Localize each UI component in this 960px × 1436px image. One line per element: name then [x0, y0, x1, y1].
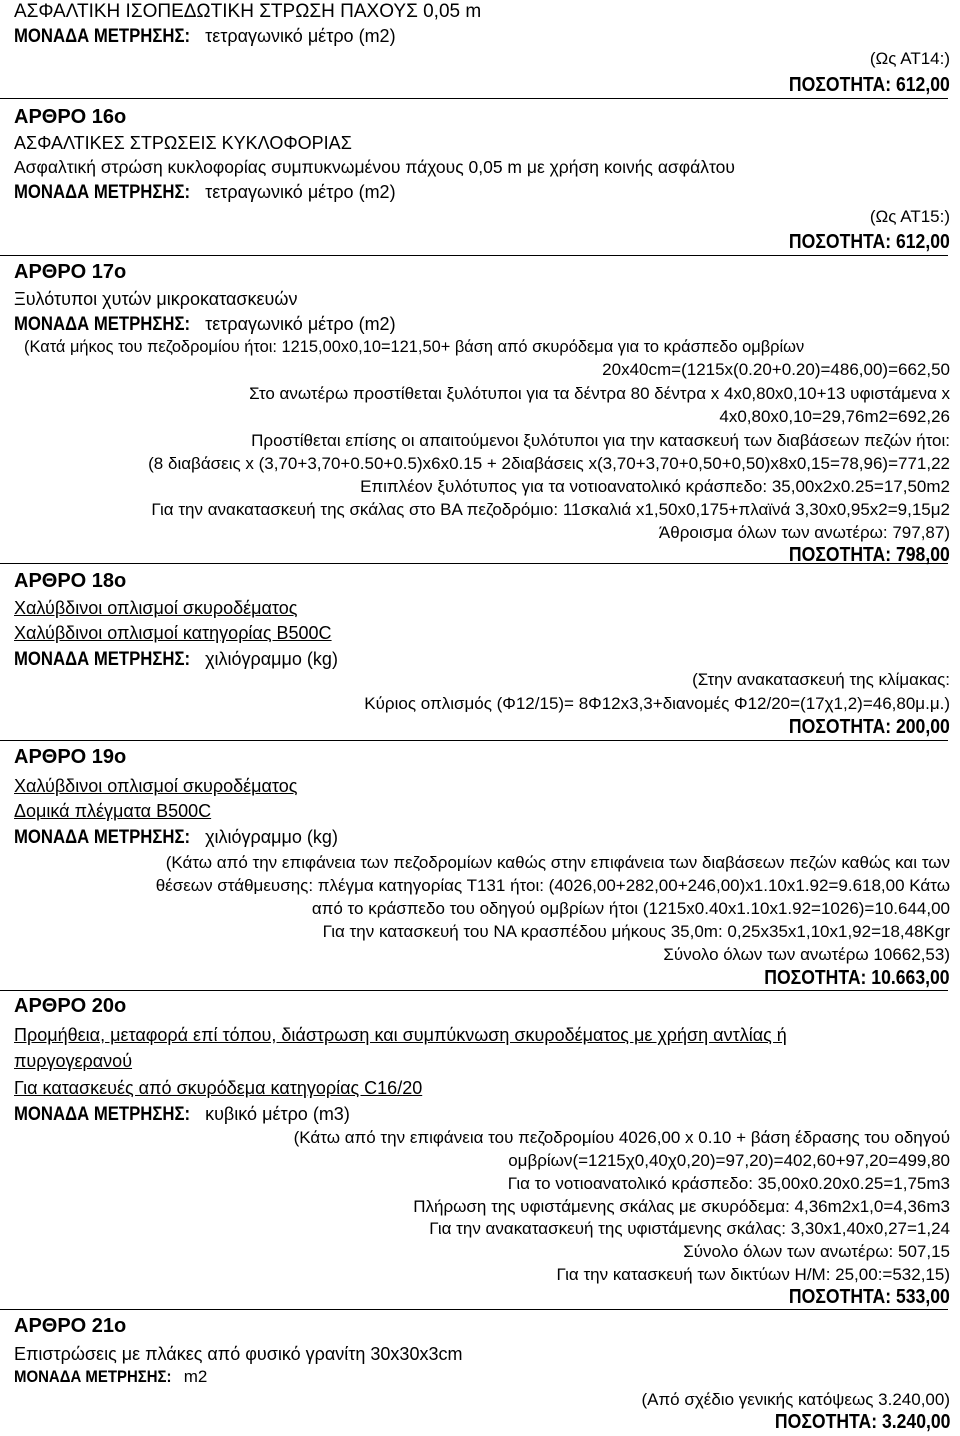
article-description: Χαλύβδινοι οπλισμοί σκυροδέματος [14, 776, 298, 796]
unit-line [14, 648, 338, 671]
unit-value: χιλιόγραμμο (kg) [205, 649, 338, 669]
calc-line: Για την ανακατασκευή της σκάλας στο ΒΑ πεζοδρόμιο: 11σκαλιά x1,50x0,175+πλαϊνά 3,30x0,95x2=9,15μ2 [151, 500, 950, 519]
unit-value: κυβικό μέτρο (m3) [205, 1104, 350, 1124]
section-divider [0, 1309, 948, 1310]
section-divider [0, 990, 948, 991]
article-subdescription: Χαλύβδινοι οπλισμοί κατηγορίας B500C [14, 623, 332, 643]
unit-label: ΜΟΝΑΔΑ ΜΕΤΡΗΣΗΣ: [14, 182, 191, 203]
unit-line [14, 1103, 350, 1126]
unit-value: m2 [183, 1367, 208, 1386]
article-description-cont: πυργογερανού [14, 1051, 133, 1071]
unit-value: τετραγωνικό μέτρο (m2) [205, 314, 396, 334]
unit-line [14, 181, 396, 204]
calc-line: Κύριος οπλισμός (Φ12/15)= 8Φ12x3,3+διανομές Φ12/20=(17χ1,2)=46,80μ.μ.) [364, 694, 950, 713]
article-heading: ΑΡΘΡΟ 20ο [14, 995, 127, 1017]
calc-line: Άθροισμα όλων των ανωτέρω: 797,87) [658, 523, 950, 542]
reference-note: (Ως ΑΤ14:) [869, 49, 950, 68]
quantity-total: ΠΟΣΟΤΗΤΑ: 200,00 [789, 716, 950, 738]
calc-line: Στο ανωτέρω προστίθεται ξυλότυποι για τα δέντρα 80 δέντρα x 4x0,80x0,10+13 υφιστάμενα x [249, 384, 950, 403]
calc-line: (Κατά μήκος του πεζοδρομίου ήτοι: 1215,00x0,10=121,50+ βάση από σκυρόδεμα για το κράσπεδο ομβρίων [24, 337, 805, 356]
reference-note: (Από σχέδιο γενικής κατόψεως 3.240,00) [641, 1390, 950, 1409]
article-category: ΑΣΦΑΛΤΙΚΕΣ ΣΤΡΩΣΕΙΣ ΚΥΚΛΟΦΟΡΙΑΣ [14, 133, 352, 153]
unit-label: ΜΟΝΑΔΑ ΜΕΤΡΗΣΗΣ: [14, 1104, 191, 1125]
article-heading: ΑΡΘΡΟ 17ο [14, 261, 127, 283]
quantity-total: ΠΟΣΟΤΗΤΑ: 10.663,00 [764, 967, 950, 989]
reference-note: (Ως ΑΤ15:) [869, 207, 950, 226]
unit-label: ΜΟΝΑΔΑ ΜΕΤΡΗΣΗΣ: [14, 314, 191, 335]
unit-label: ΜΟΝΑΔΑ ΜΕΤΡΗΣΗΣ: [14, 1367, 172, 1386]
quantity-total: ΠΟΣΟΤΗΤΑ: 798,00 [789, 544, 950, 566]
quantity-total: ΠΟΣΟΤΗΤΑ: 612,00 [789, 74, 950, 96]
calc-line: Σύνολο όλων των ανωτέρω 10662,53) [663, 945, 950, 964]
calc-line: Για το νοτιοανατολικό κράσπεδο: 35,00x0.20x0.25=1,75m3 [507, 1174, 950, 1193]
calc-line: από το κράσπεδο του οδηγού ομβρίων ήτοι (1215x0.40x1.10x1.92=1026)=10.644,00 [311, 899, 950, 918]
article-heading: ΑΡΘΡΟ 18ο [14, 570, 127, 592]
calc-line: Σύνολο όλων των ανωτέρω: 507,15 [683, 1242, 950, 1261]
unit-label: ΜΟΝΑΔΑ ΜΕΤΡΗΣΗΣ: [14, 649, 191, 670]
section-divider [0, 98, 948, 99]
calc-line: (Στην ανακατασκευή της κλίμακας: [692, 670, 950, 689]
unit-line [14, 25, 396, 48]
quantity-total: ΠΟΣΟΤΗΤΑ: 612,00 [789, 231, 950, 253]
article-heading: ΑΡΘΡΟ 16ο [14, 106, 127, 128]
article-description: Ασφαλτική στρώση κυκλοφορίας συμπυκνωμένου πάχους 0,05 m με χρήση κοινής ασφάλτου [14, 157, 735, 177]
calc-line: 4x0,80x0,10=29,76m2=692,26 [719, 407, 950, 426]
unit-line [14, 313, 396, 336]
unit-value: χιλιόγραμμο (kg) [205, 827, 338, 847]
calc-line: Για την κατασκευή του ΝΑ κρασπέδου μήκους 35,0m: 0,25x35x1,10x1,92=18,48Kgr [322, 922, 950, 941]
section-divider [0, 563, 948, 564]
article-description: Επιστρώσεις με πλάκες από φυσικό γρανίτη 30x30x3cm [14, 1344, 463, 1364]
unit-label: ΜΟΝΑΔΑ ΜΕΤΡΗΣΗΣ: [14, 26, 191, 47]
calc-line: (Κάτω από την επιφάνεια των πεζοδρομίων καθώς στην επιφάνεια των διαβάσεων πεζών καθώς και των [165, 853, 950, 872]
calc-line: (8 διαβάσεις x (3,70+3,70+0.50+0.5)x6x0.15 + 2διαβάσεις x(3,70+3,70+0,50+0,50)x8x0,15=78,96)=771,22 [148, 454, 950, 473]
article-subdescription: Για κατασκευές από σκυρόδεμα κατηγορίας C16/20 [14, 1078, 423, 1098]
article-description: Ξυλότυποι χυτών μικροκατασκευών [14, 289, 298, 309]
article-heading: ΑΡΘΡΟ 21ο [14, 1315, 127, 1337]
quantity-total: ΠΟΣΟΤΗΤΑ: 533,00 [789, 1286, 950, 1308]
calc-line: (Κάτω από την επιφάνεια του πεζοδρομίου 4026,00 x 0.10 + βάση έδρασης του οδηγού [293, 1128, 950, 1147]
unit-value: τετραγωνικό μέτρο (m2) [205, 26, 396, 46]
calc-line: ομβρίων(=1215χ0,40χ0,20)=97,20)=402,60+97,20=499,80 [508, 1151, 950, 1170]
calc-line: Για την ανακατασκευή της υφιστάμενης σκάλας: 3,30x1,40x0,27=1,24 [429, 1219, 950, 1238]
unit-line [14, 1366, 207, 1388]
calc-line: Πλήρωση της υφιστάμενης σκάλας με σκυρόδεμα: 4,36m2x1,0=4,36m3 [413, 1197, 950, 1216]
section-divider [0, 740, 948, 741]
unit-label: ΜΟΝΑΔΑ ΜΕΤΡΗΣΗΣ: [14, 827, 191, 848]
unit-value: τετραγωνικό μέτρο (m2) [205, 182, 396, 202]
article-subdescription: Δομικά πλέγματα B500C [14, 801, 212, 821]
calc-line: 20x40cm=(1215x(0.20+0.20)=486,00)=662,50 [602, 360, 950, 379]
item-title: ΑΣΦΑΛΤΙΚΗ ΙΣΟΠΕΔΩΤΙΚΗ ΣΤΡΩΣΗ ΠΑΧΟΥΣ 0,05 m [14, 1, 482, 22]
quantity-total: ΠΟΣΟΤΗΤΑ: 3.240,00 [774, 1411, 950, 1433]
calc-line: θέσεων στάθμευσης: πλέγμα κατηγορίας Τ131 ήτοι: (4026,00+282,00+246,00)x1.10x1.92=9.618,00 Κάτω [155, 876, 950, 895]
calc-line: Επιπλέον ξυλότυπος για τα νοτιοανατολικό κράσπεδο: 35,00x2x0.25=17,50m2 [360, 477, 950, 496]
article-description: Χαλύβδινοι οπλισμοί σκυροδέματος [14, 598, 298, 618]
calc-line: Για την κατασκευή των δικτύων Η/Μ: 25,00:=532,15) [556, 1265, 950, 1284]
article-description: Προμήθεια, μεταφορά επί τόπου, διάστρωση και συμπύκνωση σκυροδέματος με χρήση αντλίας ή [14, 1025, 787, 1045]
section-divider [0, 255, 948, 256]
unit-line [14, 826, 338, 849]
article-heading: ΑΡΘΡΟ 19ο [14, 746, 127, 768]
calc-line: Προστίθεται επίσης οι απαιτούμενοι ξυλότυποι για την κατασκευή των διαβάσεων πεζών ήτοι: [251, 431, 950, 450]
